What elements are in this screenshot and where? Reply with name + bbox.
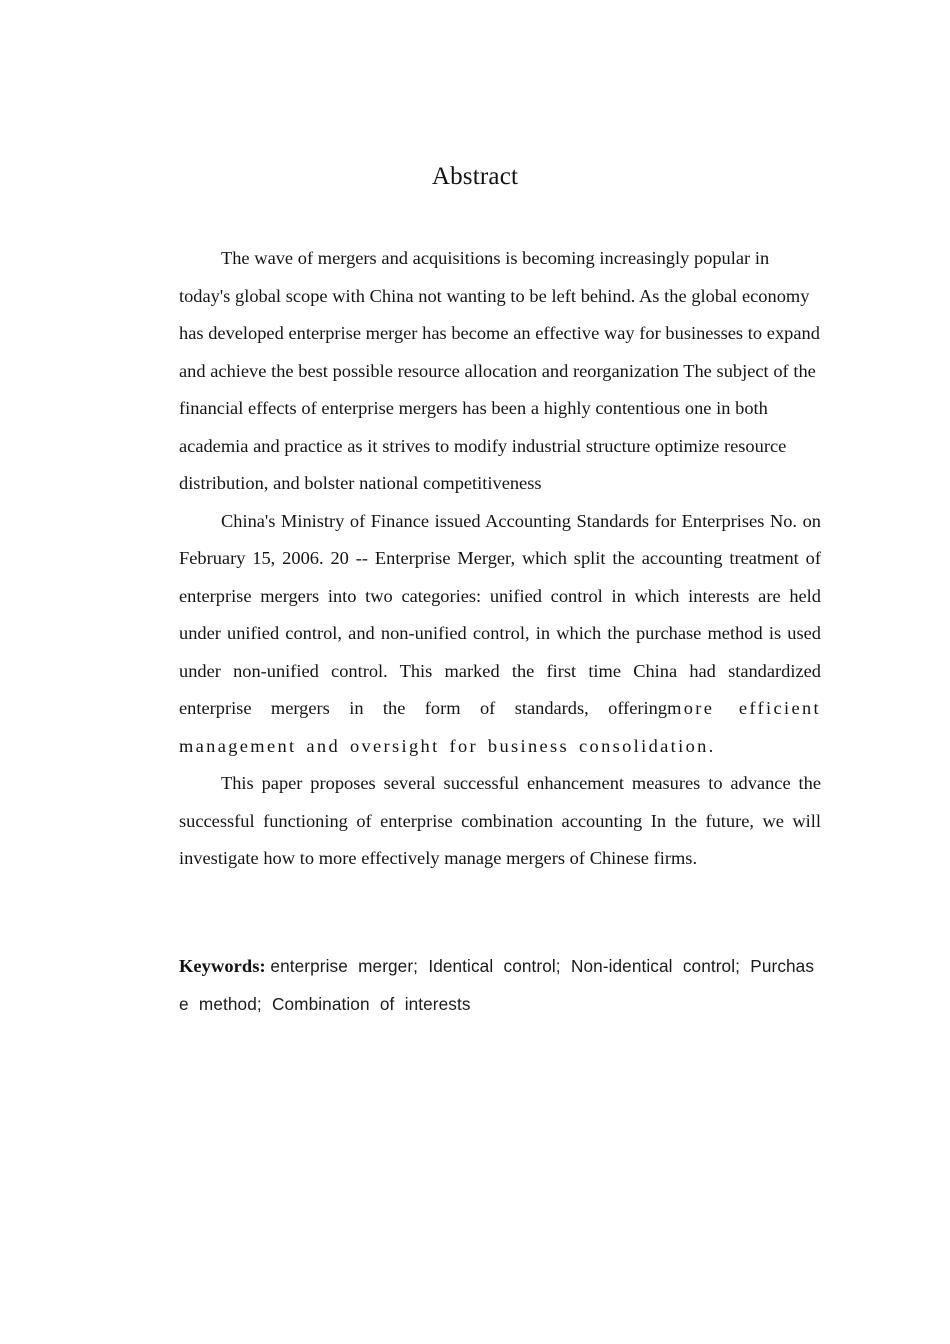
page-title: Abstract bbox=[431, 163, 519, 190]
abstract-paragraph-2 bbox=[179, 503, 821, 766]
abstract-paragraph-3: This paper proposes several successful enhancement measures to advance the successful functioning of enterprise combination accounting In the future, we will investigate how to more effectively manage mergers of Chinese firms. bbox=[179, 773, 821, 868]
keywords-list: enterprise merger; Identical control; Non-identical control; Purchase method; Combination of interests bbox=[179, 956, 815, 1014]
abstract-paragraph-2-main: China's Ministry of Finance issued Accounting Standards for Enterprises No. on February 15, 2006. 20 -- Enterprise Merger, which split the accounting treatment of enterprise mergers into two categories: unified control in which interests are held under unified control, and non-unified control, in which the purchase method is used under non-unified control. This marked the first time China had standardized enterprise mergers in the form of standards, offering bbox=[179, 510, 821, 718]
keywords-label: Keywords: bbox=[179, 956, 271, 976]
keywords-block bbox=[179, 948, 821, 1023]
abstract-body bbox=[179, 240, 821, 878]
abstract-paragraph-1: The wave of mergers and acquisitions is becoming increasingly popular in today's global scope with China not wanting to be left behind. As the global economy has developed enterprise merger has become an effective way for businesses to expand and achieve the best possible resource allocation and reorganization The subject of the financial effects of enterprise mergers has been a highly contentious one in both academia and practice as it strives to modify industrial structure optimize resource distribution, and bolster national competitiveness bbox=[179, 248, 820, 493]
abstract-paragraph-2-tracked-line: more efficient management and oversight for business consolidation. bbox=[179, 698, 821, 756]
